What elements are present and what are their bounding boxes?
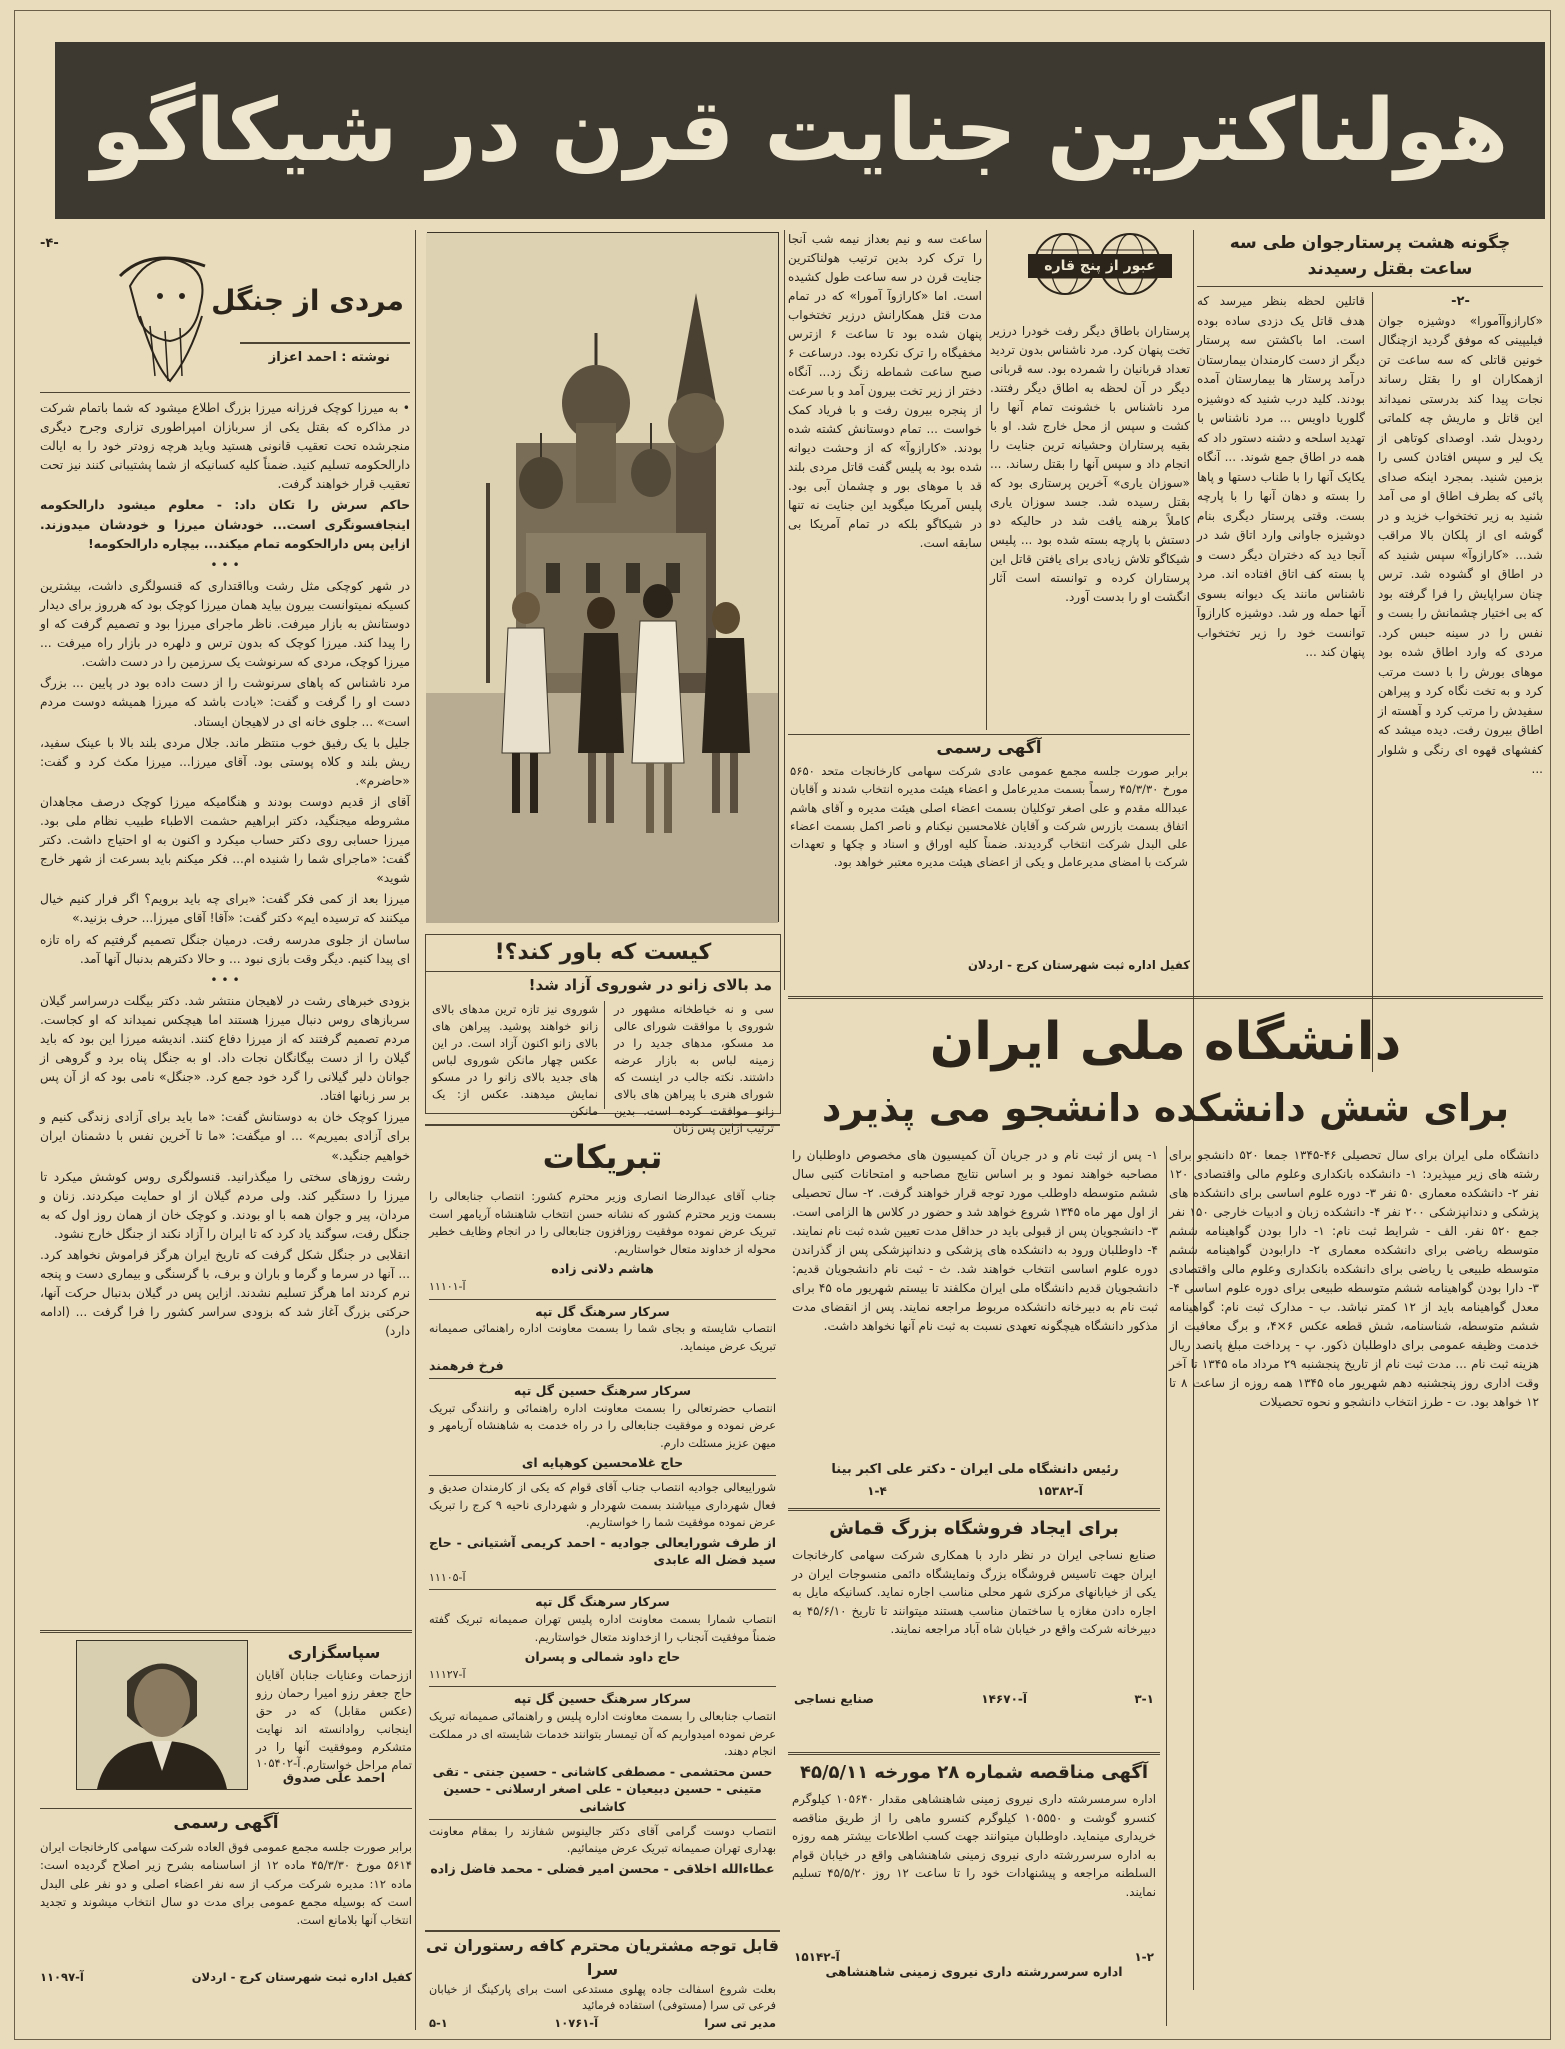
congrats-body: انتصاب جنابعالی را بسمت معاونت اداره پلیس و راهنمائی صمیمانه تبریک عرض نموده امیدواریم که آن تیمسار بتوانند خدمات شایسته ای در مملکت انجام دهند.	[429, 1709, 776, 1759]
world-col-1: پرستاران باطاق دیگر رفت خودرا درزیر تخت پنهان کرد. مرد ناشناس بدون تردید تعداد قربانیان را شمرده بود. سه قربانی دیگر در آن لحظه به اطاق دیگر رفتند. مرد ناشناس با خشونت تمام آنها را کشت و سپس از محل خارج شد. او با بقیه پرستاران وحشیانه ترین جنایت را انجام داد و سپس آنها را بقتل رساند. ... «سوزان یاری» آخرین پرستاری بود که بقتل رسیده شد. جسد سوزان یاری کاملاً برهنه یافت شد در حالیکه دو دستش با پارچه بسته شده بود ... پلیس شیکاگو تلاش زیادی برای یافتن قاتل این پرستاران کرده و توانسته است آثار انگشت او را بدست آورد.	[990, 324, 1190, 604]
story-paragraph: آقای از قدیم دوست بودند و هنگامیکه میرزا کوچک درصف مجاهدان مشروطه میجنگید، دکتر ابراهیم حشمت الاطباء طبیب نظام ملی بود. میرزا حسابی روی دکتر حساب میکرد و اکنون به او احتیاج داشت. دکتر گفت: «ماجرای شما را شنیده ام... فکر میکنم باید بسرعت از شهر خارج شوید»	[40, 794, 410, 886]
thanks-title: سپاسگزاری	[287, 1643, 381, 1662]
congrats-ref: آ-۱۱۱۰۵	[429, 1570, 466, 1584]
congrats-signature: فرخ فرهمند	[429, 1358, 504, 1374]
congratulations-section	[425, 1124, 780, 1924]
congrats-signature: از طرف شورایعالی جوادیه - احمد کریمی آشتیانی - حاج سید فضل اله عابدی	[429, 1534, 776, 1568]
cafe-title: قابل توجه مشتریان محترم کافه رستوران تی سرا	[425, 1936, 779, 1979]
column-rule	[784, 230, 785, 990]
notice-top-body: برابر صورت جلسه مجمع عمومی عادی شرکت سهامی کارخانجات متحد ۵۶۵۰ مورخ ۴۵/۳/۳۰ رسماً بسمت مدیرعامل و اعضاء هیئت مدیره انتخاب شدند و آقایان عبدالله مقدم و علی اصغر توکلیان بسمت اعضاء اصلی هیئت مدیره و آقای هاشم اتفاق بسمت بازرس شرکت و آقایان غلامحسین نیکنام و ناصر اکمل بسمت اعضاء علی البدل شرکت انتخاب گردیدند. ضمناً کلیه اوراق و اسناد و چکها و تعهدات شرکت با امضای مدیرعامل و یکی از اعضای هیئت مدیره معتبر خواهد بود.	[790, 764, 1189, 870]
notice-bottom-signature: کفیل اداره ثبت شهرستان کرج - اردلان	[191, 1970, 412, 1984]
tender-notice	[788, 1752, 1160, 2032]
story-paragraph: میرزا بعد از کمی فکر گفت: «برای چه باید برویم؟ اگر فرار کنیم خیال میکنند که ترسیده ایم» دکتر گفت: «آقا! آقای میرزا... حرف بزنید.»	[40, 892, 410, 926]
notice-bottom-body: برابر صورت جلسه مجمع عمومی فوق العاده شرکت سهامی کارخانجات ایران ۵۶۱۴ مورخ ۴۵/۳/۳۰ ماده ۱۲ از اساسنامه بشرح زیر اصلاح گردیده است: ماده ۱۲: مدیره شرکت مرکب از سه نفر اعضاء اصلی و دو نفر علی البدل است که بوسیله مجمع عمومی برای مدت دو سال انتخاب میشوند و تجدید انتخاب آنها بلامانع است.	[40, 1840, 412, 1928]
world-logo	[1010, 230, 1190, 322]
headline: هولناکترین جنایت قرن در شیکاگو	[91, 80, 1509, 181]
story-separator: • • •	[210, 972, 240, 987]
story-title: مردی از جنگل	[211, 284, 404, 317]
congrats-heading: سرکار سرهنگ حسین گل تپه	[513, 1382, 692, 1398]
thanks-notice	[40, 1640, 412, 1800]
story-paragraph: حاکم سرش را تکان داد: - معلوم میشود دارالحکومه اینجافسونگری است... خودشان میرزا و خودشان میدوزند. ازاین پس دارالحکومه تمام میکند... بیچاره دارالحکومه!	[40, 498, 410, 551]
university-ref: آ-۱۵۳۸۲	[1037, 1484, 1083, 1498]
tender-ref-2: ۱-۲	[1134, 1950, 1154, 1964]
congrats-items	[425, 1188, 780, 1877]
thanks-body: اززحمات وعنایات جنابان آقایان حاج جعفر رزو امیرا رحمان رزو (عکس مقابل) که در حق اینجانب روادانسته اند نهایت متشکرم وموفقیت آنها را در تمام مراحل خواستارم.	[256, 1668, 412, 1772]
story-paragraph: بزودی خبرهای رشت در لاهیجان منتشر شد. دکتر بیگلت درسراسر گیلان سربازهای روس دنبال میرزا هستند اما هیچکس نمیداند که او کجاست. مردم تصمیم گرفتند که از میرزا دفاع کنند. اندیشه میرزا این بود که باید گیلان را از دست بیگانگان نجات داد. او به جنگل پناه برد و گروهی از جوانان دلیر گیلانی را گرد خود جمع کرد. «جنگل» نامی بود که از آن پس بر سر زبانها افتاد.	[40, 993, 410, 1104]
story-paragraph: انقلابی در جنگل شکل گرفت که تاریخ ایران هرگز فراموش نخواهد کرد. ... آنها در سرما و گرما و باران و برف، با گرسنگی و بیماری دست و پنجه نرم کردند اما هرگز تسلیم نشدند. ازاین پس در گیلان بدنبال حرکت آنها، حرکتی بزرگ آغاز شد که بزودی سراسر کشور را فرا گرفت ... (ادامه دارد)	[40, 1248, 410, 1339]
cafe-signature: مدیر تی سرا	[704, 2016, 776, 2030]
story-paragraph: رشت روزهای سختی را میگذرانید. قنسولگری روس کوشش میکرد تا میرزا را دستگیر کند. ولی مردم گیلان از او حمایت میکردند. زنان و مردان، پیر و جوان همه با او بودند. و کوچک خان از همان روز اول که به جنگل رفت، سوگند یاد کرد که تا ایران را آزاد نکند از جنگل خارج نشود.	[40, 1169, 410, 1241]
photo-caption-col-2: شوروی نیز تازه ترین مدهای بالای زانو خواهند پوشید. پیراهن های بالای زانو اکنون آزاد است. در این عکس چهار مانکن شوروی لباس های جدید بالای زانو را در مسکو نمایش میدهند. عکس از: یک مانکن	[432, 1002, 598, 1118]
congrats-body: جناب آقای عبدالرضا انصاری وزیر محترم کشور: انتصاب جنابعالی را بسمت وزیر محترم کشور که نشانه حسن انتخاب شاهنشاه آریامهر است تبریک عرض نموده موفقیت روزافزون جنابعالی را در انجام وظایف خطیر محوله از خداوند متعال خواستاریم.	[429, 1189, 776, 1256]
congrats-ref: آ-۱۱۱۰۱	[429, 1279, 466, 1293]
university-signature: رئیس دانشگاه ملی ایران - دکتر علی اکبر بینا	[831, 1462, 1119, 1477]
column-rule	[415, 230, 416, 2030]
story-paragraph: جلیل با یک رفیق خوب منتظر ماند. جلال مردی بلند بالا با عینک سفید، ریش بلند و کلاه پوستی بود. آقای میرزا... میرزا مکث کرد و گفت: «حاضرم».	[40, 735, 410, 788]
congrats-heading: سرکار سرهنگ گل تپه	[535, 1594, 670, 1610]
university-subtitle: برای شش دانشکده دانشجو می پذیرد	[821, 1086, 1510, 1130]
notice-top-title: آگهی رسمی	[936, 738, 1042, 758]
congrats-heading: سرکار سرهنگ گل تپه	[535, 1303, 670, 1319]
story-separator: • • •	[210, 557, 240, 572]
congrats-heading: سرکار سرهنگ حسین گل تپه	[513, 1691, 692, 1707]
world-col-2: ساعت سه و نیم بعداز نیمه شب آنجا را ترک کرد بدین ترتیب هولناکترین جنایت قرن در سه ساعت طول کشیده است. اما «کارازوآ آمورا» که در تمام مدت قتل همکارانش درزیر تختخواب پنهان شده بود تا ساعت ۶ ازترس مخفیگاه را ترک نکرده بود. درساعت ۶ صبح ساعت شماطه زنگ زد... آنگاه دختر از زیر تخت بیرون آمد و با سرعت از پنجره بیرون رفت و با فریاد کمک خواست ... تمام دوستانش کشته شده بودند. «کارازوآ» که از وحشت دیوانه شده بود به پلیس گفت قاتل مردی بلند قد با موهای بور و چشمان آبی بود. پلیس آمریکا میگوید این جنایت نه تنها در شیکاگو بلکه در تمام آمریکا بی سابقه است.	[788, 232, 982, 550]
photo-caption-box	[425, 934, 781, 1135]
congrats-body: شوراییعالی جوادیه انتصاب جناب آقای قوام که یکی از کارمندان صدیق و فعال شهرداری میباشند بسمت شهردار و شهرداری ناحیه ۹ کرج را تبریک عرض نموده موفقیت شما را خواستاریم.	[429, 1479, 776, 1530]
store-body: صنایع نساجی ایران در نظر دارد با همکاری شرکت سهامی کارخانجات ایران جهت تاسیس فروشگاه بزرگ ونمایشگاه دائمی منسوجات ایران در یکی از خیابانهای مرکزی شهر محلی مناسب اجاره نماید. کسانیکه مایل به اجاره دادن مغازه یا ساختمان مناسب هستند میتوانند تا تاریخ ۴۵/۶/۱۰ به دبیرخانه شرکت واقع در خیابان شاه آباد مراجعه نمایند.	[792, 1548, 1157, 1636]
world-section	[788, 230, 1190, 730]
crime-title-2: ساعت بقتل رسیدند	[1307, 259, 1473, 279]
story-body	[40, 392, 410, 1622]
world-logo-text: عبور از پنج قاره	[1028, 254, 1172, 278]
tender-ref: آ-۱۵۱۴۲	[794, 1950, 840, 1964]
crime-col-1: «کارازوآآمورا» دوشیزه جوان فیلیپینی که موفق گردید ازچنگال خونین قاتلی که سه ساعت تن ازهمکاران او را بقتل رساند نجات پیدا کند بدرستی نمیداند این قاتل و ماریش چه کلماتی ردوبدل شد. اوصدای کوتاهی از یک لیر و سپس افتادن کسی را بزمین شنید. بمجرد اینکه صدای پائی که بطرف اطاق او می آمد شنید به زیر تختخواب خزید و در گوشه ای از پلکان بالا مراقب شد... «کارازوآ» سپس شنید که در اطاق او گشوده شد. ترس چنان سراپایش را فرا گرفته بود که بی اختیار چشمانش را بست و نفس را در سینه حبس کرد. مردی که وارد اطاق شده بود موهای بورش را با دست مرتب کرد و به تخت نگاه کرد و پیراهن سفیدش را مرتب کرد و آهسته از اطاق بیرون رفت. دیده میشد که کفشهای قهوه ای رنگی و شلوار ...	[1378, 313, 1543, 776]
photo-caption-title: کیست که باور کند؟!	[426, 935, 780, 972]
notice-official-bottom	[40, 1808, 412, 2028]
cafe-body: بعلت شروع اسفالت جاده پهلوی مستدعی است برای پارکینگ از خیابان فرعی تی سرا (مستوفی) استفاده فرمائید	[429, 1983, 776, 2012]
congrats-body: انتصاب شمارا بسمت معاونت اداره پلیس تهران صمیمانه تبریک گفته ضمناً موفقیت آنجناب را ازخداوند متعال خواستاریم.	[429, 1612, 776, 1644]
photo-moscow-models	[427, 232, 779, 922]
portrait-photo	[76, 1640, 248, 1790]
congrats-signature: حسن محتشمی - مصطفی کاشانی - حسین جنتی - تقی متینی - حسین دبیعیان - علی اصغر ارسلانی - حسین کاشانی	[432, 1763, 773, 1814]
congrats-signature: حاج داود شمالی و پسران	[524, 1649, 681, 1665]
cafe-ref: آ-۱۰۷۶۱	[554, 2016, 599, 2030]
congrats-body: انتصاب شایسته و بجای شما را بسمت معاونت اداره راهنمائی صمیمانه تبریک عرض مینماید.	[429, 1321, 776, 1353]
notice-top-signature: کفیل اداره ثبت شهرستان کرج - اردلان	[967, 958, 1190, 972]
thanks-ref: آ-۱۰۵۴۰۲	[256, 1756, 301, 1770]
story-author: نوشته : احمد اعزاز	[268, 350, 390, 365]
congrats-ref: آ-۱۱۱۲۷	[429, 1667, 466, 1681]
story-paragraph: • به میرزا کوچک فرزانه میرزا بزرگ اطلاع میشود که شما باتمام شرکت در مذاکره که بقتل یکی از سربازان امپراطوری تزاری وجرح دیگری منجرشده تحت تعقیب قانونی هستید وباید هرچه زودتر خود را به ایالت دارالحکومه تسلیم کنید. ضمناً کلیه کسانیکه از شما پشتیبانی کنند نیز تحت تعقیب قرار خواهند گرفت.	[40, 401, 410, 492]
crime-col-2: قاتلین لحظه بنظر میرسد که هدف قاتل یک دزدی ساده بوده است. اما باکشتن سه پرستار دیگر از دست کارمندان بیمارستان درآمد پرستار ها بیمارستان آمده بودند. کلید درب شنید که دوشیزه گلوریا داویس ... مرد ناشناس با تهدید اسلحه و دشنه دستور داد که همه در اطاق جمع شوند. ... آنگاه یکایک آنها را با طناب دستها و پاها را بسته و دهان آنها را با پارچه بست. وقتی پرستار دیگری بنام دوشیزه جاوانی وارد اتاق شد در آنجا دید که دختران دیگر دست و پا بسته کف اتاق افتاده اند. مرد ناشناس مانند یک دیوانه بسوی آنها حمله ور شد. دوشیزه کارازوآ توانست خود را زیر تختخواب پنهان کند ...	[1197, 294, 1365, 659]
cafe-notice	[425, 1930, 780, 2030]
cafe-ref-2: ۵-۱	[429, 2016, 448, 2030]
university-col-2: ۱- پس از ثبت نام و در جریان آن کمیسیون های مخصوص داوطلبان را مصاحبه خواهند نمود و بر اساس نتایج مصاحبه و امتحانات کتبی سال ششم متوسطه داوطلب مورد توجه قرار خواهند گرفت. ۲- سال تحصیلی از اول مهر ماه ۱۳۴۵ شروع خواهد شد و حضور در کلاس ها الزامی است. ۳- دانشجویان پس از قبولی باید در حداقل مدت تعیین شده ثبت نام نمایند. ۴- داوطلبان ورود به دانشکده های پزشکی و دندانپزشکی پس از گذراندن دوره علوم اساسی انتخاب خواهند شد. ث - ثبت نام دانشجویان قدیم: دانشجویان قدیم دانشگاه ملی ایران مکلفند تا بیستم شهریور ماه ۴۵ برای ثبت نام به دبیرخانه دانشکده مربوط مراجعه نمایند. پس از انقضای مدت مذکور دانشگاه هیچگونه تعهدی نسبت به ثبت نام آنها نخواهد داشت.	[792, 1148, 1159, 1333]
store-ref: آ-۱۴۶۷۰	[981, 1692, 1027, 1706]
store-ref-2: ۳-۱	[1134, 1692, 1154, 1706]
congrats-body: انتصاب دوست گرامی آقای دکتر جالینوس شفازند را بمقام معاونت بهداری تهران صمیمانه تبریک عرض مینمائیم.	[429, 1823, 776, 1856]
photo-caption-col-1: سی و نه خیاطخانه مشهور در شوروی با موافقت شورای عالی مد مسکو، مدهای جدید را در زمینه لباس به بازار عرضه داشتند. نکته جالب در اینست که شورای هنری با پیراهن های بالای زانو موافقت کرده است. بدین ترتیب ازاین پس زنان	[614, 1002, 774, 1135]
university-ref-2: ۱-۴	[867, 1484, 887, 1498]
story-paragraph: در شهر کوچکی مثل رشت وبااقتداری که قنسولگری داشت، بیشترین کسیکه نمیتوانست بیرون بیاید همان میرزا کوچک بود که هرروز برای دیدار دوستانش به بازار میرفت. ناظر ماجرای میرزا بود و تصمیم گرفت که او را پیدا کند. میرزا کوچک که بدون ترس و دلهره در بازار راه میرفت ... میرزا کوچک، مردی که سرنوشت یک سرزمین را در دست داشت.	[40, 578, 410, 670]
story-part: -۴-	[40, 236, 59, 251]
masthead	[55, 42, 1545, 219]
congrats-signature: حاج غلامحسین کوهپایه ای	[521, 1455, 684, 1471]
story-paragraph: ساسان از جلوی مدرسه رفت. درمیان جنگل تصمیم گرفتیم که راه تازه ای پیدا کنیم. دیگر وقت بازی نبود ... و حالا دکترهم بدنبال آنها آمد.	[40, 932, 410, 966]
tender-signature: اداره سرسررشته داری نیروی زمینی شاهنشاهی	[825, 1964, 1123, 1979]
tender-title: آگهی مناقصه شماره ۲۸ مورخه ۴۵/۵/۱۱	[799, 1762, 1149, 1783]
congrats-signature: عطاءالله اخلاقی - محسن امیر فضلی - محمد فاضل زاده	[430, 1860, 775, 1876]
crime-title-1: چگونه هشت پرستارجوان طی سه	[1229, 233, 1511, 253]
notice-bottom-title: آگهی رسمی	[173, 1813, 279, 1833]
thanks-signature: احمد علی صدوق	[282, 1770, 386, 1785]
photo-image	[426, 233, 778, 923]
photo-caption-subtitle: مد بالای زانو در شوروی آزاد شد!	[528, 976, 772, 994]
notice-official-top	[788, 734, 1190, 990]
congrats-signature: هاشم دلانی زاده	[551, 1261, 654, 1277]
notice-bottom-ref: آ-۱۱۰۹۷	[40, 1970, 84, 1984]
store-signature: صنایع نساجی	[794, 1692, 874, 1706]
store-title: برای ایجاد فروشگاه بزرگ قماش	[829, 1518, 1119, 1539]
congrats-title: تبریکات	[425, 1124, 780, 1188]
crime-section-number: -۲-	[1451, 294, 1470, 309]
serial-story	[40, 232, 410, 1630]
tender-body: اداره سرمسرشته داری نیروی زمینی شاهنشاهی مقدار ۱۰۵۶۴۰ کیلوگرم کنسرو گوشت و ۱۰۵۵۵۰ کیلوگرم کنسرو ماهی را از طریق مناقصه خریداری مینماید. داوطلبان میتوانند جهت کسب اطلاعات بیشتر همه روزه به اداره سرسررشته داری نیروی زمینی شاهنشاهی واقع در خیابان قوام السلطنه مراجعه و پیشنهادات خود را تا ساعت ۱۲ روز ۴۵/۵/۲۰ تسلیم نمایند.	[792, 1792, 1157, 1899]
congrats-body: انتصاب حضرتعالی را بسمت معاونت اداره راهنمائی و رانندگی تبریک عرض نموده و موفقیت جنابعالی را در راه خدمت به شاهنشاه آریامهر و میهن عزیز مسئلت دارم.	[429, 1400, 776, 1450]
store-notice	[788, 1508, 1160, 1748]
story-paragraph: مرد ناشناس که پاهای سرنوشت را از دست داده بود در پایین ... بزرگ دست او را گرفت و گفت: «یادت باشد که میرزا همیشه دوست مردم است» ... جلوی خانه ای در لاهیجان ایستاد.	[40, 676, 410, 729]
story-header	[40, 232, 410, 392]
story-paragraph: میرزا کوچک خان به دوستانش گفت: «ما باید برای آزادی زندگی کنیم و برای آزادی بمیریم» ... او میگفت: «ما تا آخرین نفس با دشمنان ایران خواهیم جنگید.»	[40, 1110, 410, 1163]
crime-article	[1197, 226, 1543, 1086]
university-col-1: دانشگاه ملی ایران برای سال تحصیلی ۴۶-۱۳۴۵ جمعا ۵۲۰ دانشجو برای رشته های زیر میپذیرد: ۱- دانشکده بانکداری وعلوم مالی واقتصادی ۱۲۰ نفر ۲- دانشکده معماری ۵۰ نفر ۳- دوره علوم اساسی برای دانشکده های پزشکی و دندانپزشکی ۲۰۰ نفر ۴- دانشکده زبان و ادبیات خارجی ۱۵۰ نفر جمع ۵۲۰ نفر. الف - شرایط ثبت نام: ۱- دارا بودن گواهینامه ششم متوسطه ریاضی برای دانشکده معماری ۲- دارابودن گواهینامه ششم متوسطه طبیعی یا ریاضی برای دانشکده بانکداری وعلوم مالی واقتصادی ۳- دارا بودن گواهینامه ششم متوسطه طبیعی برای دوره علوم اساسی ۴- معدل گواهینامه باید از ۱۲ کمتر نباشد. ب - مدارک ثبت نام: گواهینامه ششم متوسطه، شناسنامه، شش قطعه عکس ۶×۴، و برگ معافیت از خدمت وظیفه عمومی برای داوطلبان ذکور. پ - پرداخت مبلغ پانصد ریال هزینه ثبت نام ... مدت ثبت نام از تاریخ پنجشنبه ۲۹ مرداد ماه ۱۳۴۵ تا آخر وقت اداری روز پنجشنبه دهم شهریور ماه ۱۳۴۵ همه روزه از ساعت ۸ تا ۱۲ خواهد بود. ت - طرز انتخاب دانشجو و نحوه تحصیلات	[1169, 1148, 1540, 1409]
university-title: دانشگاه ملی ایران	[929, 1012, 1402, 1072]
